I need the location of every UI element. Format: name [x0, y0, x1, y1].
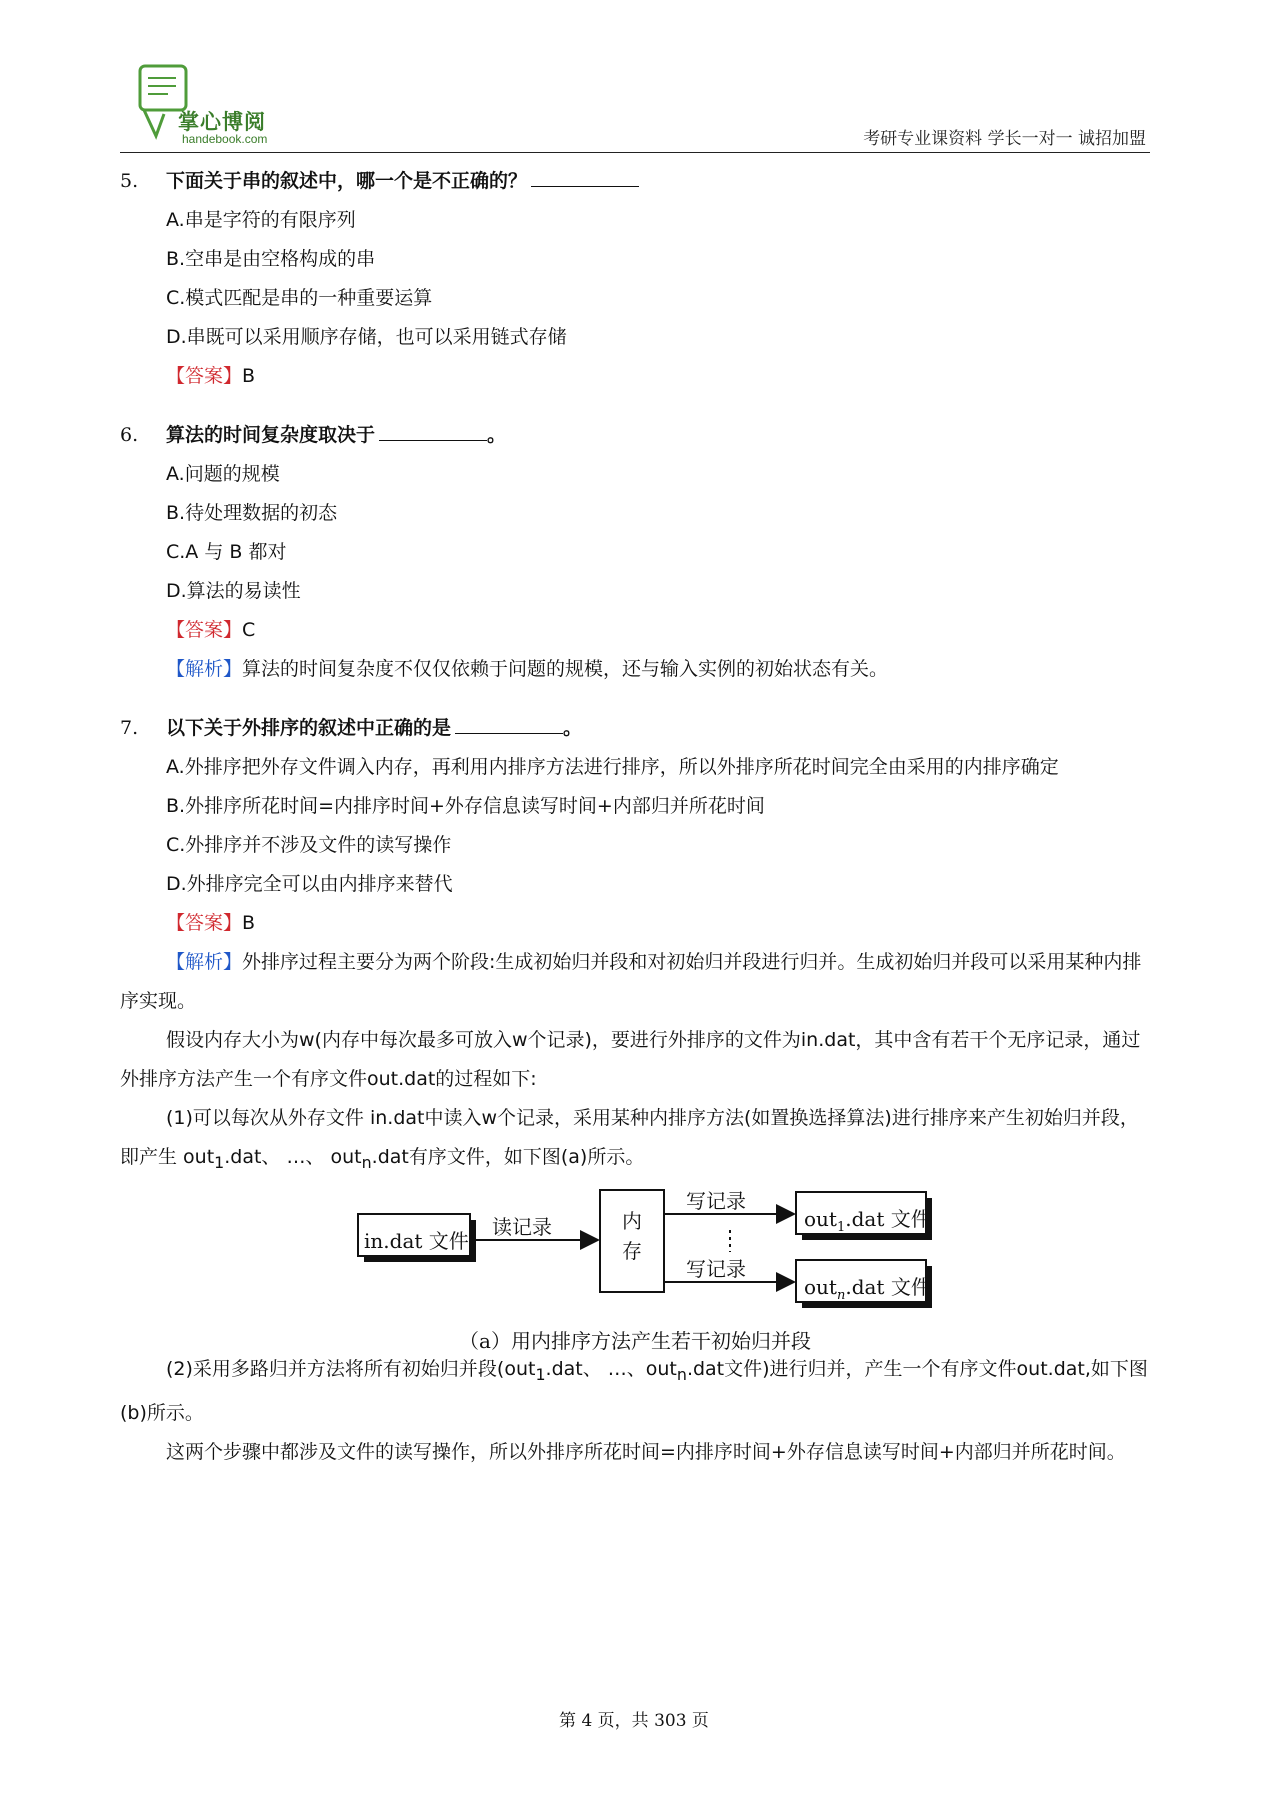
question-5-title: 5. 下面关于串的叙述中，哪一个是不正确的？	[120, 162, 1150, 201]
conclusion-paragraph: 这两个步骤中都涉及文件的读写操作，所以外排序所花时间=内排序时间+外存信息读写时间+内部归并所花时间。	[166, 1440, 1126, 1463]
option-b: B.空串是由空格构成的串	[166, 248, 376, 270]
option-a: A.外排序把外存文件调入内存，再利用内排序方法进行排序，所以外排序所花时间完全由采用的内排序确定	[166, 756, 1059, 778]
diagram-caption: （a）用内排序方法产生若干初始归并段	[459, 1328, 811, 1353]
answer-tag: 【答案】	[166, 365, 243, 387]
memory-paragraph: 假设内存大小为w(内存中每次最多可放入w个记录)，要进行外排序的文件为in.dat，其中含有若干个无序记录，通过外排序方法产生一个有序文件out.dat的过程如下:	[120, 1029, 1141, 1090]
answer-line	[120, 357, 1150, 396]
logo-text: 掌心博阅	[178, 110, 266, 134]
question-7-title: 7. 以下关于外排序的叙述中正确的是 。	[120, 709, 1150, 748]
analysis-line	[120, 650, 1150, 689]
analysis-tag: 【解析】	[166, 951, 243, 973]
analysis-text: 算法的时间复杂度不仅仅依赖于问题的规模，还与输入实例的初始状态有关。	[242, 658, 889, 680]
answer-line	[120, 611, 1150, 650]
answer-line	[120, 904, 1150, 943]
answer-value: C	[242, 619, 256, 641]
option-a: A.问题的规模	[166, 463, 280, 485]
analysis-tag: 【解析】	[166, 658, 243, 680]
read-records-label: 读记录	[492, 1214, 552, 1239]
answer-value: B	[242, 912, 256, 934]
answer-blank	[379, 418, 487, 441]
in-file-label: in.dat 文件	[364, 1228, 469, 1253]
option-d: D.外排序完全可以由内排序来替代	[166, 873, 453, 895]
option-c: C.外排序并不涉及文件的读写操作	[166, 834, 452, 856]
write-records-label-bottom: 写记录	[686, 1256, 746, 1281]
question-number: 5.	[120, 170, 139, 192]
option-d: D.算法的易读性	[166, 580, 301, 602]
page-content	[120, 162, 1150, 1472]
answer-blank	[531, 164, 639, 187]
question-6-title: 6. 算法的时间复杂度取决于 。	[120, 416, 1150, 455]
analysis-text: 外排序过程主要分为两个阶段:生成初始归并段和对初始归并段进行归并。生成初始归并段可以采用某种内排序实现。	[120, 951, 1142, 1012]
out1-file-label: out$_1$.dat 文件	[804, 1206, 931, 1235]
answer-value: B	[242, 365, 256, 387]
memory-label-bottom: 存	[622, 1238, 642, 1263]
answer-tag: 【答案】	[166, 912, 243, 934]
step-1-paragraph: (1)可以每次从外存文件 in.dat中读入w个记录，采用某种内排序方法(如置换选择算法)进行排序来产生初始归并段，即产生 out$_1$.dat、 …、 out$_n$.dat有序文件，如下图(a)所示。	[120, 1107, 1139, 1172]
write-records-label-top: 写记录	[686, 1188, 746, 1213]
option-b: B.待处理数据的初态	[166, 502, 338, 524]
question-number: 6.	[120, 424, 139, 446]
question-number: 7.	[120, 717, 139, 739]
header-slogan: 考研专业课资料 学长一对一 诚招加盟	[863, 129, 1146, 149]
logo-url: handebook.com	[182, 132, 268, 146]
answer-tag: 【答案】	[166, 619, 243, 641]
external-sort-diagram	[120, 1182, 1150, 1353]
page-number: 第 4 页，共 303 页	[559, 1711, 709, 1731]
option-c: C.模式匹配是串的一种重要运算	[166, 287, 433, 309]
option-b: B.外排序所花时间=内排序时间+外存信息读写时间+内部归并所花时间	[166, 795, 765, 817]
outn-file-label: out$_n$.dat 文件	[804, 1274, 931, 1303]
header-divider	[120, 152, 1150, 153]
memory-label-top: 内	[622, 1208, 642, 1233]
analysis-paragraph	[120, 943, 1150, 1021]
step-2-paragraph: (2)采用多路归并方法将所有初始归并段(out$_1$.dat、 …、out$_n$.dat文件)进行归并，产生一个有序文件out.dat,如下图(b)所示。	[120, 1357, 1148, 1424]
option-a: A.串是字符的有限序列	[166, 209, 356, 231]
option-d: D.串既可以采用顺序存储，也可以采用链式存储	[166, 326, 567, 348]
answer-blank	[455, 711, 563, 734]
page-header	[120, 58, 1150, 158]
option-c: C.A 与 B 都对	[166, 541, 287, 563]
handebook-logo	[134, 62, 364, 152]
